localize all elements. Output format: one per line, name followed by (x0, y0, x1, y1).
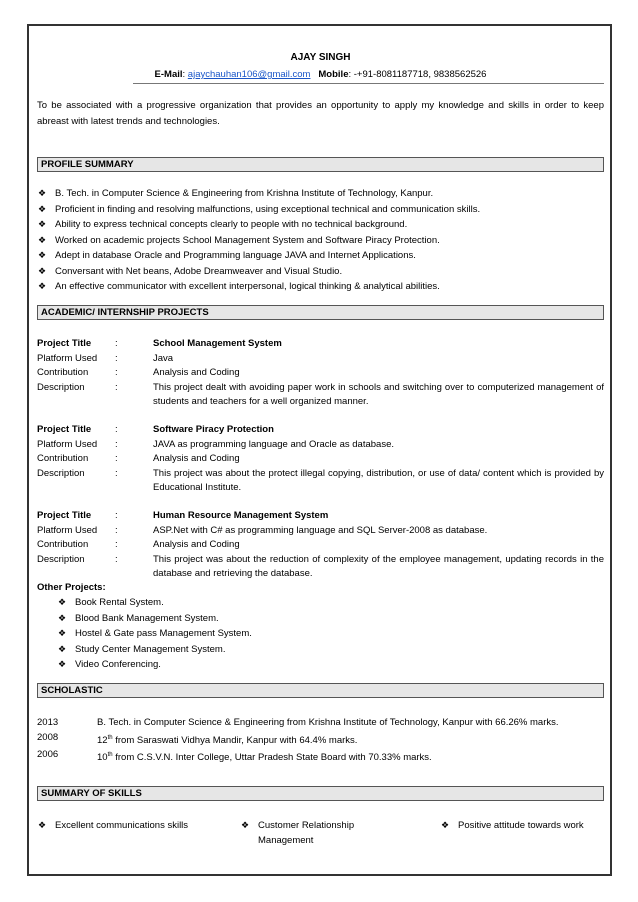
diamond-bullet-icon: ❖ (58, 597, 67, 607)
list-item: ❖ Positive attitude towards work (441, 820, 584, 831)
list-item: ❖ Customer Relationship Management (241, 820, 355, 846)
diamond-bullet-icon: ❖ (441, 820, 450, 830)
list-item: ❖ Worked on academic projects School Management System and Software Piracy Protection. (37, 233, 604, 249)
diamond-bullet-icon: ❖ (38, 219, 47, 229)
diamond-bullet-icon: ❖ (58, 643, 67, 654)
diamond-bullet-icon: ❖ (38, 234, 47, 245)
objective-text: To be associated with a progressive organization that provides an opportunity to apply my knowledge and skills in order to keep abreast with latest trends and technologies. (37, 100, 604, 127)
projects-heading: ACADEMIC/ INTERNSHIP PROJECTS (37, 305, 604, 320)
list-item: ❖ Book Rental System. (57, 595, 457, 611)
project-block: Project Title : Software Piracy Protection Platform Used : JAVA as programming language and Oracle as database. Contribution : Analysis and Coding Description : This project was about the protect illegal copying, distribution, or use of data/ content which is provided by Educational Institute. (37, 424, 604, 493)
list-item: ❖ An effective communicator with excellent interpersonal, logical thinking & analytical abilities. (37, 279, 604, 295)
list-item: 2013 B. Tech. in Computer Science & Engineering from Krishna Institute of Technology, Kanpur with 66.26% marks. (37, 717, 559, 728)
diamond-bullet-icon: ❖ (241, 820, 250, 830)
list-item: ❖ Hostel & Gate pass Management System. (57, 626, 457, 642)
skills-list (37, 818, 604, 848)
scholastic-heading: SCHOLASTIC (37, 683, 604, 698)
list-item: ❖ Study Center Management System. (57, 642, 457, 658)
email-label: E-Mail (154, 69, 183, 80)
mobile-label: Mobile (318, 69, 349, 80)
mobile-number: : -+91-8081187718, 9838562526 (348, 69, 487, 80)
list-item: ❖ Ability to express technical concepts clearly to people with no technical background. (37, 217, 604, 233)
project-title: School Management System (153, 338, 282, 349)
profile-summary-heading: PROFILE SUMMARY (37, 157, 604, 172)
list-item: ❖ Proficient in finding and resolving malfunctions, using exceptional technical and communication skills. (37, 202, 604, 218)
scholastic-list (37, 716, 604, 766)
diamond-bullet-icon: ❖ (38, 188, 47, 198)
diamond-bullet-icon: ❖ (38, 281, 47, 291)
candidate-name: AJAY SINGH (290, 52, 351, 63)
list-item: 2008 12th from Saraswati Vidhya Mandir, Kanpur with 64.4% marks. (37, 731, 358, 746)
skills-heading: SUMMARY OF SKILLS (37, 786, 604, 801)
list-item: ❖ Blood Bank Management System. (57, 611, 457, 627)
diamond-bullet-icon: ❖ (38, 820, 47, 830)
project-block: Project Title : Human Resource Management System Platform Used : ASP.Net with C# as programming language and SQL Server-2008 as database. Contribution : Analysis and Coding Description : This project was about the reduction of complexity of the employee management, updating records in the database and retrieving the database. (37, 510, 604, 579)
list-item: ❖ Excellent communications skills (38, 820, 189, 831)
other-projects-list (57, 595, 457, 673)
diamond-bullet-icon: ❖ (38, 203, 47, 214)
list-item: ❖ Conversant with Net beans, Adobe Dreamweaver and Visual Studio. (37, 264, 604, 280)
project-title: Software Piracy Protection (153, 424, 274, 435)
project-title: Human Resource Management System (153, 510, 329, 521)
project-block: Project Title : School Management System Platform Used : Java Contribution : Analysis and Coding Description : This project dealt with avoiding paper work in schools and switching over to computerized management of students and teachers for a well organized manner. (37, 338, 604, 407)
diamond-bullet-icon: ❖ (58, 628, 67, 638)
resume-page (27, 24, 612, 876)
list-item: ❖ Video Conferencing. (57, 657, 457, 673)
header-divider (133, 83, 604, 84)
list-item: ❖ Adept in database Oracle and Programming language JAVA and Internet Applications. (37, 248, 604, 264)
other-projects-title: Other Projects: (37, 582, 106, 593)
diamond-bullet-icon: ❖ (38, 250, 47, 260)
diamond-bullet-icon: ❖ (58, 659, 67, 669)
list-item: ❖ B. Tech. in Computer Science & Engineering from Krishna Institute of Technology, Kanpur. (37, 186, 604, 202)
diamond-bullet-icon: ❖ (38, 265, 47, 276)
diamond-bullet-icon: ❖ (58, 612, 67, 623)
list-item: 2006 10th from C.S.V.N. Inter College, Uttar Pradesh State Board with 70.33% marks. (37, 749, 432, 764)
contact-line: E-Mail: ajaychauhan106@gmail.com Mobile: -+91-8081187718, 9838562526 (154, 69, 487, 80)
email-link[interactable]: ajaychauhan106@gmail.com (187, 69, 311, 80)
profile-summary-list (37, 186, 604, 295)
